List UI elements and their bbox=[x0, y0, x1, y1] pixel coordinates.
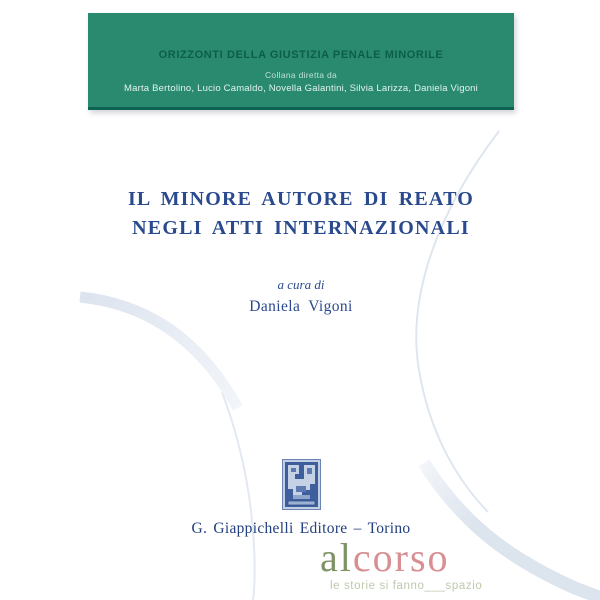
giappichelli-emblem-icon bbox=[282, 459, 321, 510]
curator-name: Daniela Vigoni bbox=[249, 298, 353, 315]
brand-part-corso: corso bbox=[352, 535, 450, 580]
store-logo bbox=[320, 535, 482, 580]
series-banner bbox=[88, 13, 514, 110]
series-directors: Marta Bertolino, Lucio Camaldo, Novella Galantini, Silvia Larizza, Daniela Vigoni bbox=[124, 83, 478, 94]
store-tagline: le storie si fanno___spazio bbox=[330, 580, 483, 592]
book-cover bbox=[88, 13, 514, 600]
brand-part-al: al bbox=[320, 535, 353, 580]
curator-label: a cura di bbox=[277, 277, 325, 292]
store-watermark bbox=[320, 535, 483, 593]
collana-label: Collana diretta da bbox=[264, 70, 338, 80]
series-title: ORIZZONTI DELLA GIUSTIZIA PENALE MINORILE bbox=[158, 49, 444, 61]
publisher-line: G. Giappichelli Editore – Torino bbox=[191, 520, 411, 537]
publisher-logo bbox=[272, 452, 330, 517]
title-line-2: NEGLI ATTI INTERNAZIONALI bbox=[132, 217, 470, 239]
book-title bbox=[88, 185, 514, 243]
curator-block bbox=[88, 277, 514, 316]
title-line-1: IL MINORE AUTORE DI REATO bbox=[127, 188, 475, 210]
